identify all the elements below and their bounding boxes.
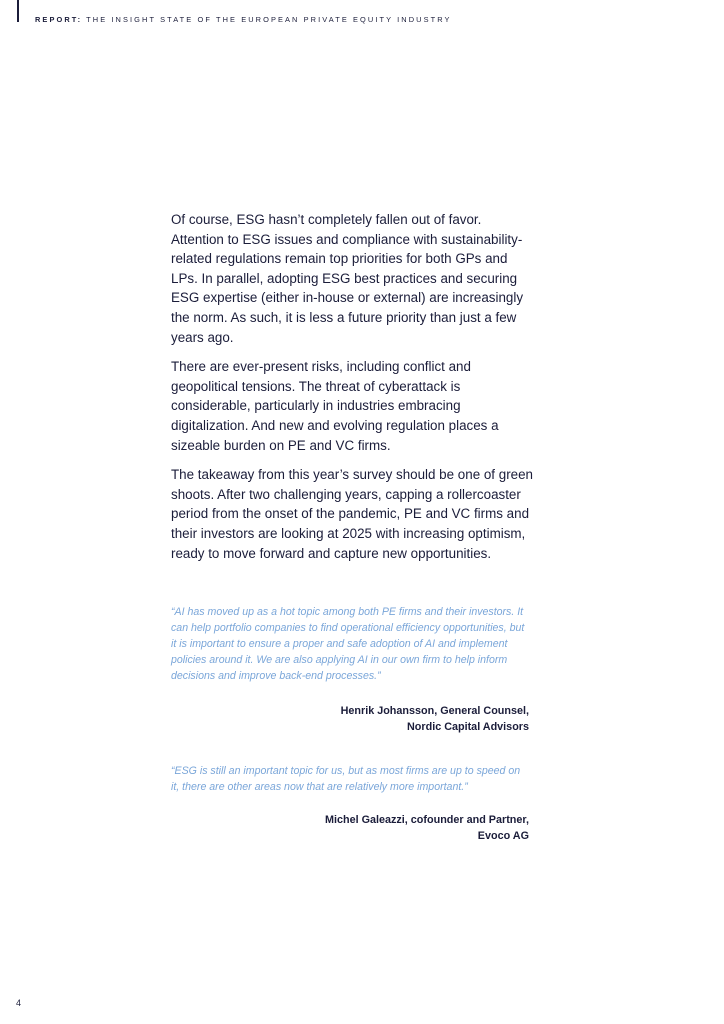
header-rule [17,0,19,22]
quote-esg-company: Evoco AG [477,830,529,842]
quote-esg-author: Michel Galeazzi, cofounder and Partner, [325,814,529,826]
paragraph-esg: Of course, ESG hasn’t completely fallen out of favor. Attention to ESG issues and compliance with sustainability-related regulations remain top priorities for both GPs and LPs. In parallel, adopting ESG best practices and securing ESG expertise (either in-house or external) are increasingly the norm. As such, it is less a future priority than just a few years ago. [171,212,524,345]
header-label: REPORT: [35,15,83,24]
header-title: THE INSIGHT STATE OF THE EUROPEAN PRIVATE EQUITY INDUSTRY [86,15,452,24]
paragraph-risks: There are ever-present risks, including conflict and geopolitical tensions. The threat of cyberattack is considerable, particularly in industries embracing digitalization. And new and evolving regulation places a sizeable burden on PE and VC firms. [171,359,499,453]
quote-ai: “AI has moved up as a hot topic among both PE firms and their investors. It can help portfolio companies to find operational efficiency opportunities, but it is important to ensure a proper and safe adoption of AI and implement policies around it. We are also applying AI in our own firm to help inform decisions and improve back-end processes.” [171,606,525,682]
quote-ai-company: Nordic Capital Advisors [407,721,529,733]
quote-esg-attribution [171,812,529,844]
page-number: 4 [16,998,22,1008]
quote-ai-attribution [171,703,529,735]
quote-esg: “ESG is still an important topic for us, but as most firms are up to speed on it, there are other areas now that are relatively more important.” [171,765,521,793]
running-header [35,15,452,24]
body-text [171,210,533,573]
quote-ai-author: Henrik Johansson, General Counsel, [340,705,529,717]
paragraph-takeaway: The takeaway from this year’s survey should be one of green shoots. After two challenging years, capping a rollercoaster period from the onset of the pandemic, PE and VC firms and their investors are looking at 2025 with increasing optimism, ready to move forward and capture new opportunities. [171,467,533,561]
